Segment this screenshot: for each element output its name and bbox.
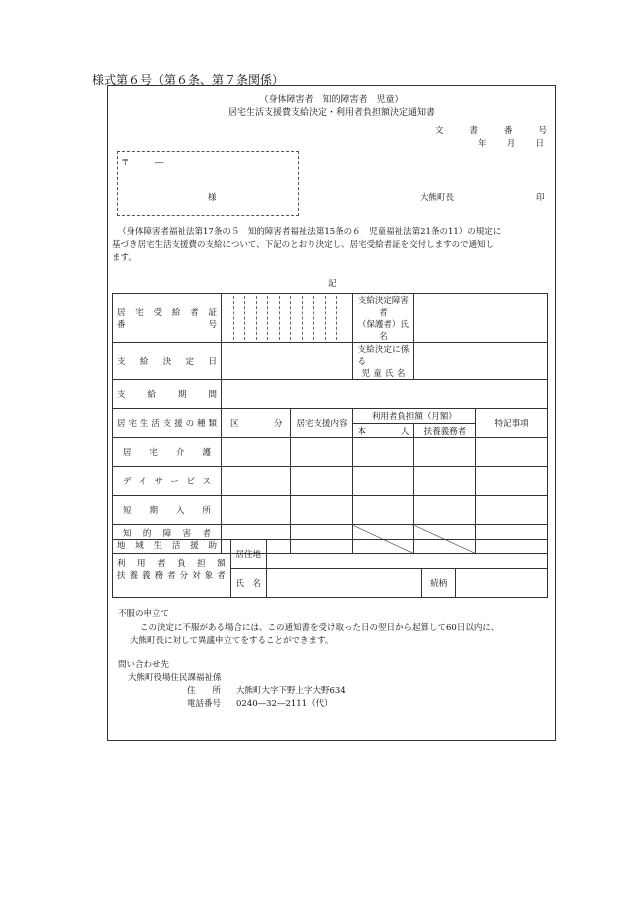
decision-date-label: 支給決定日 [113,343,222,380]
appeal-text-2: 大熊町長に対して異議申立てをすることができます。 [130,636,334,646]
appeal-title: 不服の申立て [118,609,170,619]
intro-text-3: ます。 [112,253,137,263]
name-value [266,569,422,598]
form-number: 様式第６号（第６条、第７条関係） [92,73,285,87]
child-value [414,343,548,380]
document-title: 居宅生活支援費支給決定・利用者負担額決定通知書 [227,108,435,118]
obligor-label: 利用者負担額 扶養義務者分対象者 [113,540,231,598]
contact-office: 大熊町役場住民課福祉係 [128,673,222,683]
contact-address: 大熊町大字下野上字大野634 [236,686,346,696]
support-obligor-table [112,539,548,598]
type-header: 居宅生活支援の種類 [113,409,222,438]
content-header: 居宅支援内容 [291,409,353,438]
category-header: 区 分 [222,409,291,438]
cert-number-cell [222,294,353,343]
support-header: 扶養義務者 [414,424,476,438]
burden-header: 利用者負担額（月額） [353,409,476,424]
appeal-text-1: この決定に不服がある場合には、この通知書を受け取った日の翌日から起算して60日以内に、 [140,623,500,633]
seal: 印 [536,193,545,203]
period-label: 支給期間 [113,380,222,409]
decision-table [112,293,548,554]
intro-text-1: （身体障害者福祉法第17条の５ 知的障害者福祉法第15条の６ 児童福祉法第21条の11）の規定に [118,227,502,237]
relation-value [456,569,548,598]
address-label: 居住地 [230,540,266,569]
document-subtitle: （身体障害者 知的障害者 児童） [259,95,404,105]
address-value [266,540,547,569]
row-home-care: 居宅介護 [113,438,222,467]
contact-title: 問い合わせ先 [118,660,170,670]
contact-phone: 0240―32―2111（代） [236,699,333,709]
relation-label: 続柄 [422,569,456,598]
issuer: 大熊町長 [420,193,455,203]
contact-phone-label: 電話番号 [187,699,222,709]
period-value [222,380,548,409]
remarks-header: 特記事項 [476,409,548,438]
intro-text-2: 基づき居宅生活支援費の支給について、下記のとおり決定し、居宅受給者証を交付しますので通知し [112,240,495,250]
decision-date-value [222,343,353,380]
row-short-stay: 短期入所 [113,496,222,525]
contact-address-label: 住 所 [187,686,222,696]
row-day-service: デイサービス [113,467,222,496]
recipient-label: 支給決定障害者 （保護者）氏名 [353,294,414,343]
row-intellectual: 知的障害者 地域生活援助 [113,525,222,554]
doc-number-label: 文 書 番 号 [435,126,547,136]
date-label: 年 月 日 [478,139,544,149]
recipient-value [414,294,548,343]
ki-mark: 記 [328,279,337,289]
self-header: 本 人 [353,424,414,438]
cert-number-label: 居宅受給者証 番 号 [113,294,222,343]
name-label: 氏 名 [230,569,266,598]
honorific: 様 [208,193,217,203]
postal-mark: 〒 ― [121,158,164,168]
child-label: 支給決定に係る 児童氏名 [353,343,414,380]
